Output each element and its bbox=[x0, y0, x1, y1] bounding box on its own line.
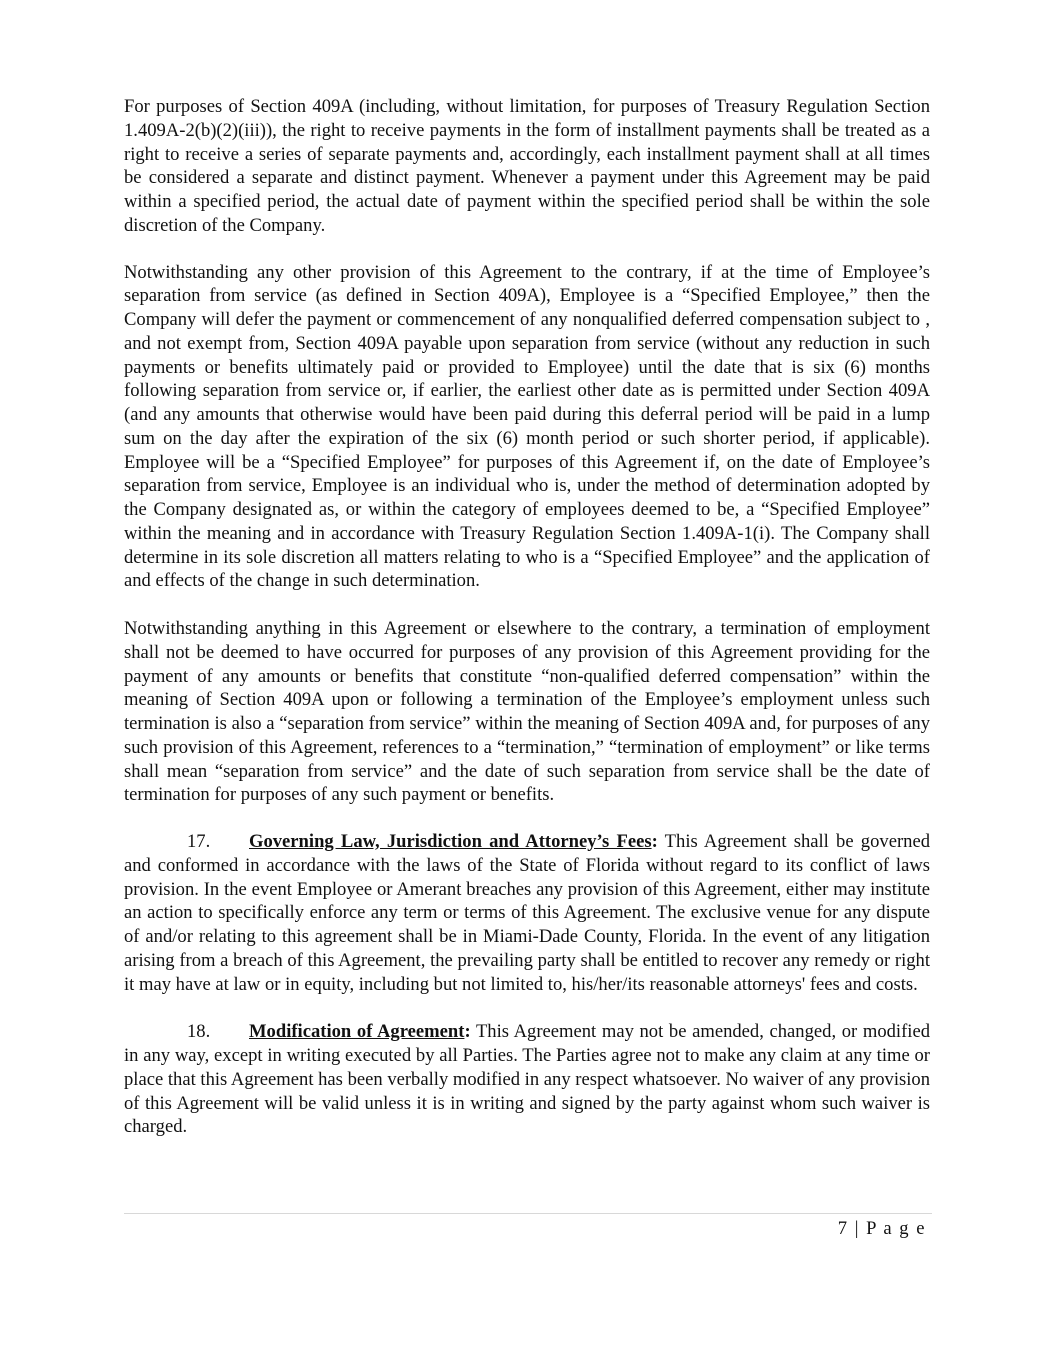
section-body: This Agreement shall be governed and conformed in accordance with the laws of the State of Florida without regard to its conflict of laws provision. In the event Employee or Amerant breaches any provision of this Agreement, either may institute an action to specifically enforce any term or terms of this Agreement. The exclusive venue for any dispute of and/or relating to this agreement shall be in Miami-Dade County, Florida. In the event of any litigation arising from a breach of this Agreement, the prevailing party shall be entitled to recover any remedy or right it may have at law or in equity, including but not limited to, his/her/its reasonable attorneys' fees and costs. bbox=[124, 831, 930, 995]
section-heading: Governing Law, Jurisdiction and Attorney’s Fees bbox=[249, 831, 652, 852]
section-body: This Agreement may not be amended, changed, or modified in any way, except in writing executed by all Parties. The Parties agree not to make any claim at any time or place that this Agreement has been verbally modified in any respect whatsoever. No waiver of any provision of this Agreement will be valid unless it is in writing and signed by the party against whom such waiver is charged. bbox=[124, 1021, 931, 1138]
section-17-governing-law bbox=[124, 830, 930, 996]
section-heading-colon: : bbox=[464, 1021, 471, 1043]
footer-divider bbox=[124, 1213, 932, 1214]
paragraph-separation-from-service: Notwithstanding anything in this Agreement or elsewhere to the contrary, a termination of employment shall not be deemed to have occurred for purposes of any provision of this Agreement providing for the payment of any amounts or benefits that constitute “non-qualified deferred compensation” within the meaning of Section 409A upon or following a termination of the Employee’s employment unless such termination is also a “separation from service” within the meaning of Section 409A and, for purposes of any such provision of this Agreement, references to a “termination,” “termination of employment” or like terms shall mean “separation from service” and the date of such separation from service shall be the date of termination for purposes of any such payment or benefits. bbox=[124, 618, 930, 806]
section-heading: Modification of Agreement bbox=[249, 1021, 465, 1043]
page-number: 7 | P a g e bbox=[837, 1218, 926, 1239]
section-heading-colon: : bbox=[651, 831, 658, 852]
section-18-modification bbox=[124, 1020, 930, 1139]
paragraph-specified-employee: Notwithstanding any other provision of this Agreement to the contrary, if at the time of Employee’s separation from service (as defined in Section 409A), Employee is a “Specified Employee,” then the Company will defer the payment or commencement of any nonqualified deferred compensation subject to , and not exempt from, Section 409A payable upon separation from service (without any reduction in such payments or benefits ultimately paid or provided to Employee) until the date that is six (6) months following separation from service or, if earlier, the earliest other date as is permitted under Section 409A (and any amounts that otherwise would have been paid during this deferral period will be paid in a lump sum on the day after the expiration of the six (6) month period or such shorter period, if applicable). Employee will be a “Specified Employee” for purposes of this Agreement if, on the date of Employee’s separation from service, Employee is an individual who is, under the method of determination adopted by the Company designated as, or within the category of employees deemed to be, a “Specified Employee” within the meaning and in accordance with Treasury Regulation Section 1.409A-1(i). The Company shall determine in its sole discretion all matters relating to who is a “Specified Employee” and the application of and effects of the change in such determination. bbox=[124, 261, 930, 592]
section-number: 17. bbox=[187, 831, 211, 852]
section-number: 18. bbox=[187, 1021, 211, 1043]
document-page bbox=[124, 95, 930, 1139]
paragraph-section-409a-installments: For purposes of Section 409A (including, without limitation, for purposes of Treasury Regulation Section 1.409A-2(b)(2)(iii)), the right to receive payments in the form of installment payments shall be treated as a right to receive a series of separate payments and, accordingly, each installment payment shall at all times be considered a separate and distinct payment. Whenever a payment under this Agreement may be paid within a specified period, the actual date of payment within the specified period shall be within the sole discretion of the Company. bbox=[124, 96, 930, 236]
